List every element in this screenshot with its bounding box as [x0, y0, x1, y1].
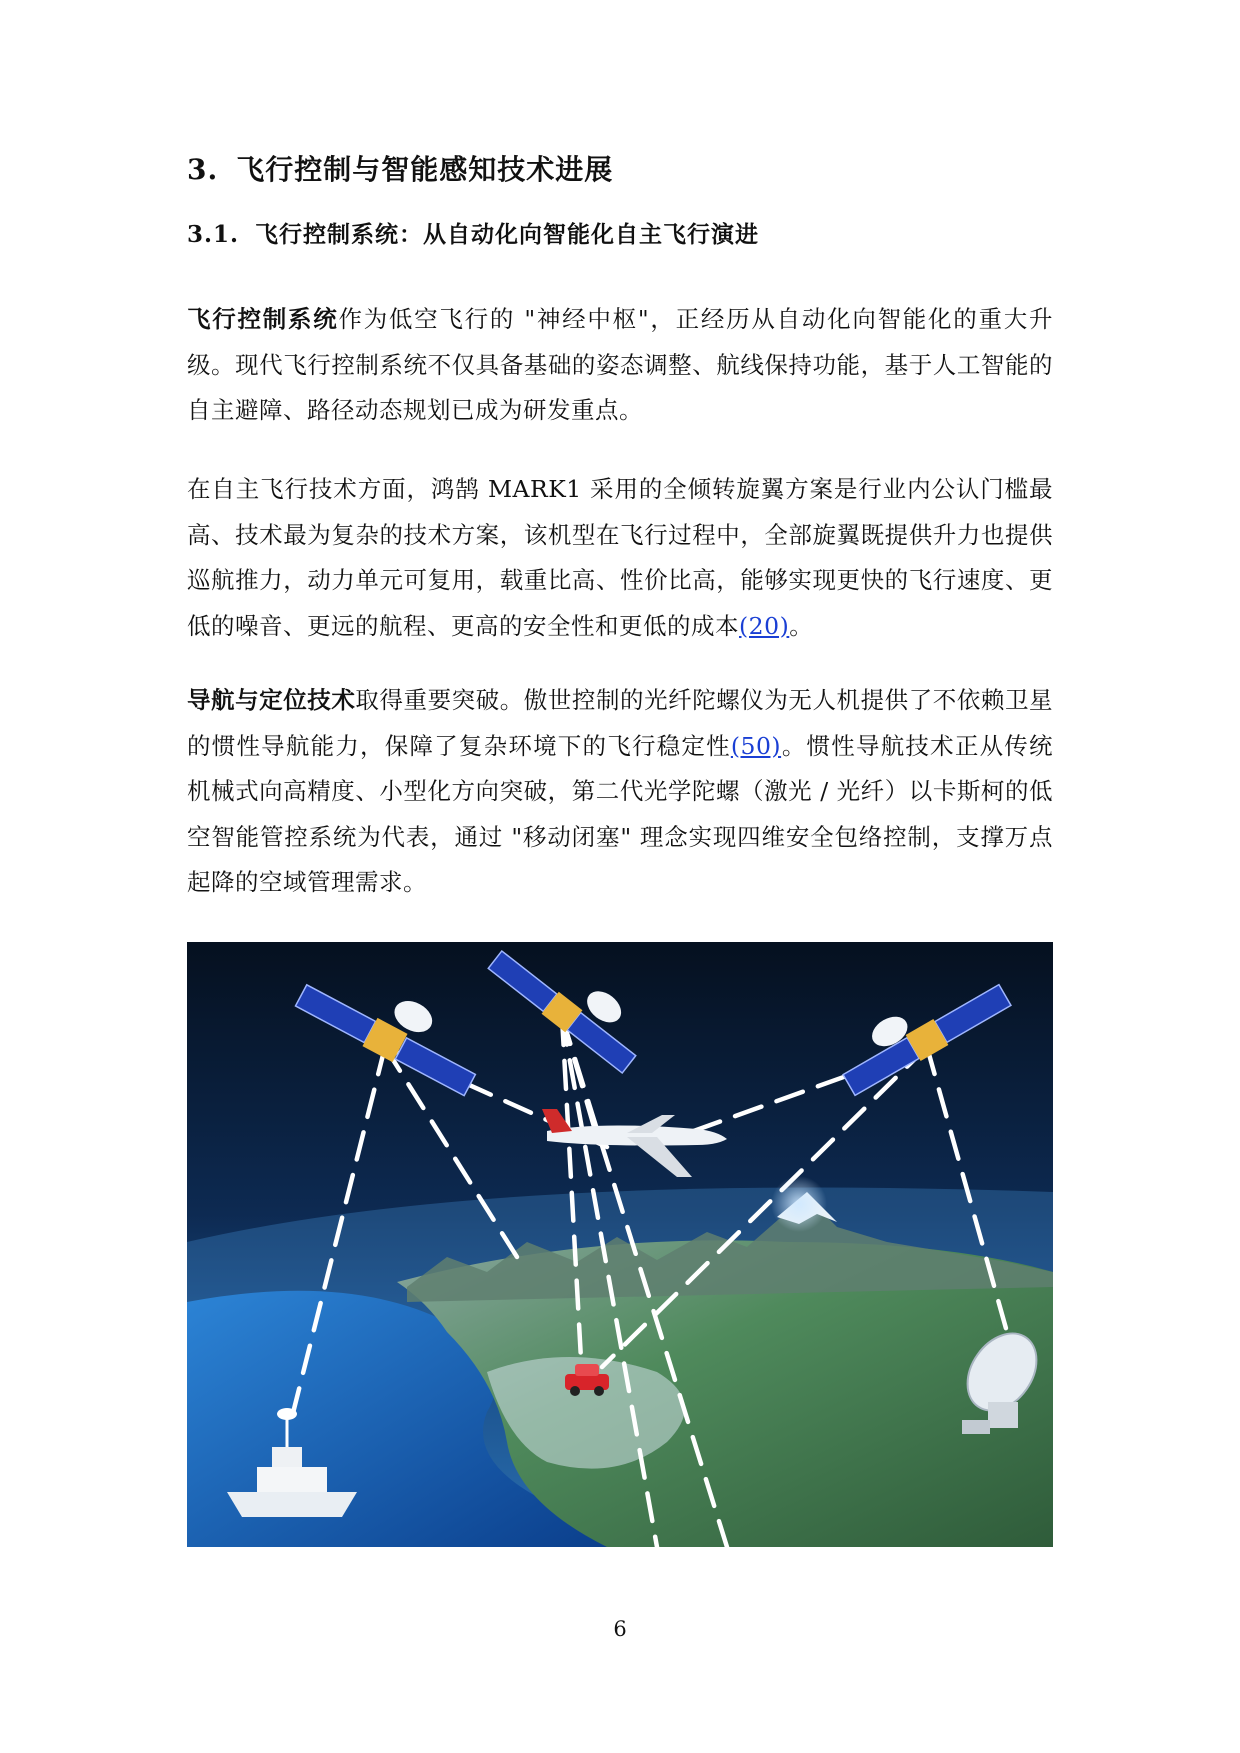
paragraph-end: 。 — [789, 611, 814, 640]
paragraph-navigation — [187, 678, 1053, 906]
paragraph-autonomous-flight — [187, 467, 1053, 649]
section-number: 3. — [187, 153, 219, 186]
reference-link-50[interactable]: (50) — [730, 731, 782, 760]
paragraph-body: 在自主飞行技术方面，鸿鹄 MARK1 采用的全倾转旋翼方案是行业内公认门槛最高、技术最为复杂的技术方案，该机型在飞行过程中，全部旋翼既提供升力也提供巡航推力，动力单元可复用，载重比高、性价比高，能够实现更快的飞行速度、更低的噪音、更远的航程、更高的安全性和更低的成本 — [187, 475, 1053, 640]
reference-link-20[interactable]: (20) — [739, 611, 790, 640]
subsection-title: 飞行控制系统：从自动化向智能化自主飞行演进 — [255, 221, 760, 248]
subsection-heading — [187, 216, 759, 249]
paragraph-lead-term: 飞行控制系统 — [187, 305, 339, 333]
cloud-glow — [771, 1176, 827, 1232]
section-title: 飞行控制与智能感知技术进展 — [236, 153, 614, 186]
subsection-number: 3.1. — [187, 221, 240, 248]
paragraph-flight-control — [187, 297, 1053, 434]
page-number: 6 — [613, 1617, 627, 1641]
paragraph-body: 取得重要突破。傲世控制的光纤陀螺仪为无人机提供了不依赖卫星的惯性导航能力，保障了复杂环境下的飞行稳定性 — [187, 686, 1054, 760]
section-heading — [187, 148, 613, 188]
satellite-navigation-illustration — [187, 942, 1053, 1547]
paragraph-lead-term: 导航与定位技术 — [187, 686, 356, 714]
paragraph-body: 作为低空飞行的 "神经中枢"，正经历从自动化向智能化的重大升级。现代飞行控制系统不仅具备基础的姿态调整、航线保持功能，基于人工智能的自主避障、路径动态规划已成为研发重点。 — [187, 305, 1054, 424]
paragraph-body-continued: 。惯性导航技术正从传统机械式向高精度、小型化方向突破，第二代光学陀螺（激光 / 光纤）以卡斯柯的低空智能管控系统为代表，通过 "移动闭塞" 理念实现四维安全包络控制，支撑万点起降的空域管理需求。 — [187, 731, 1054, 896]
